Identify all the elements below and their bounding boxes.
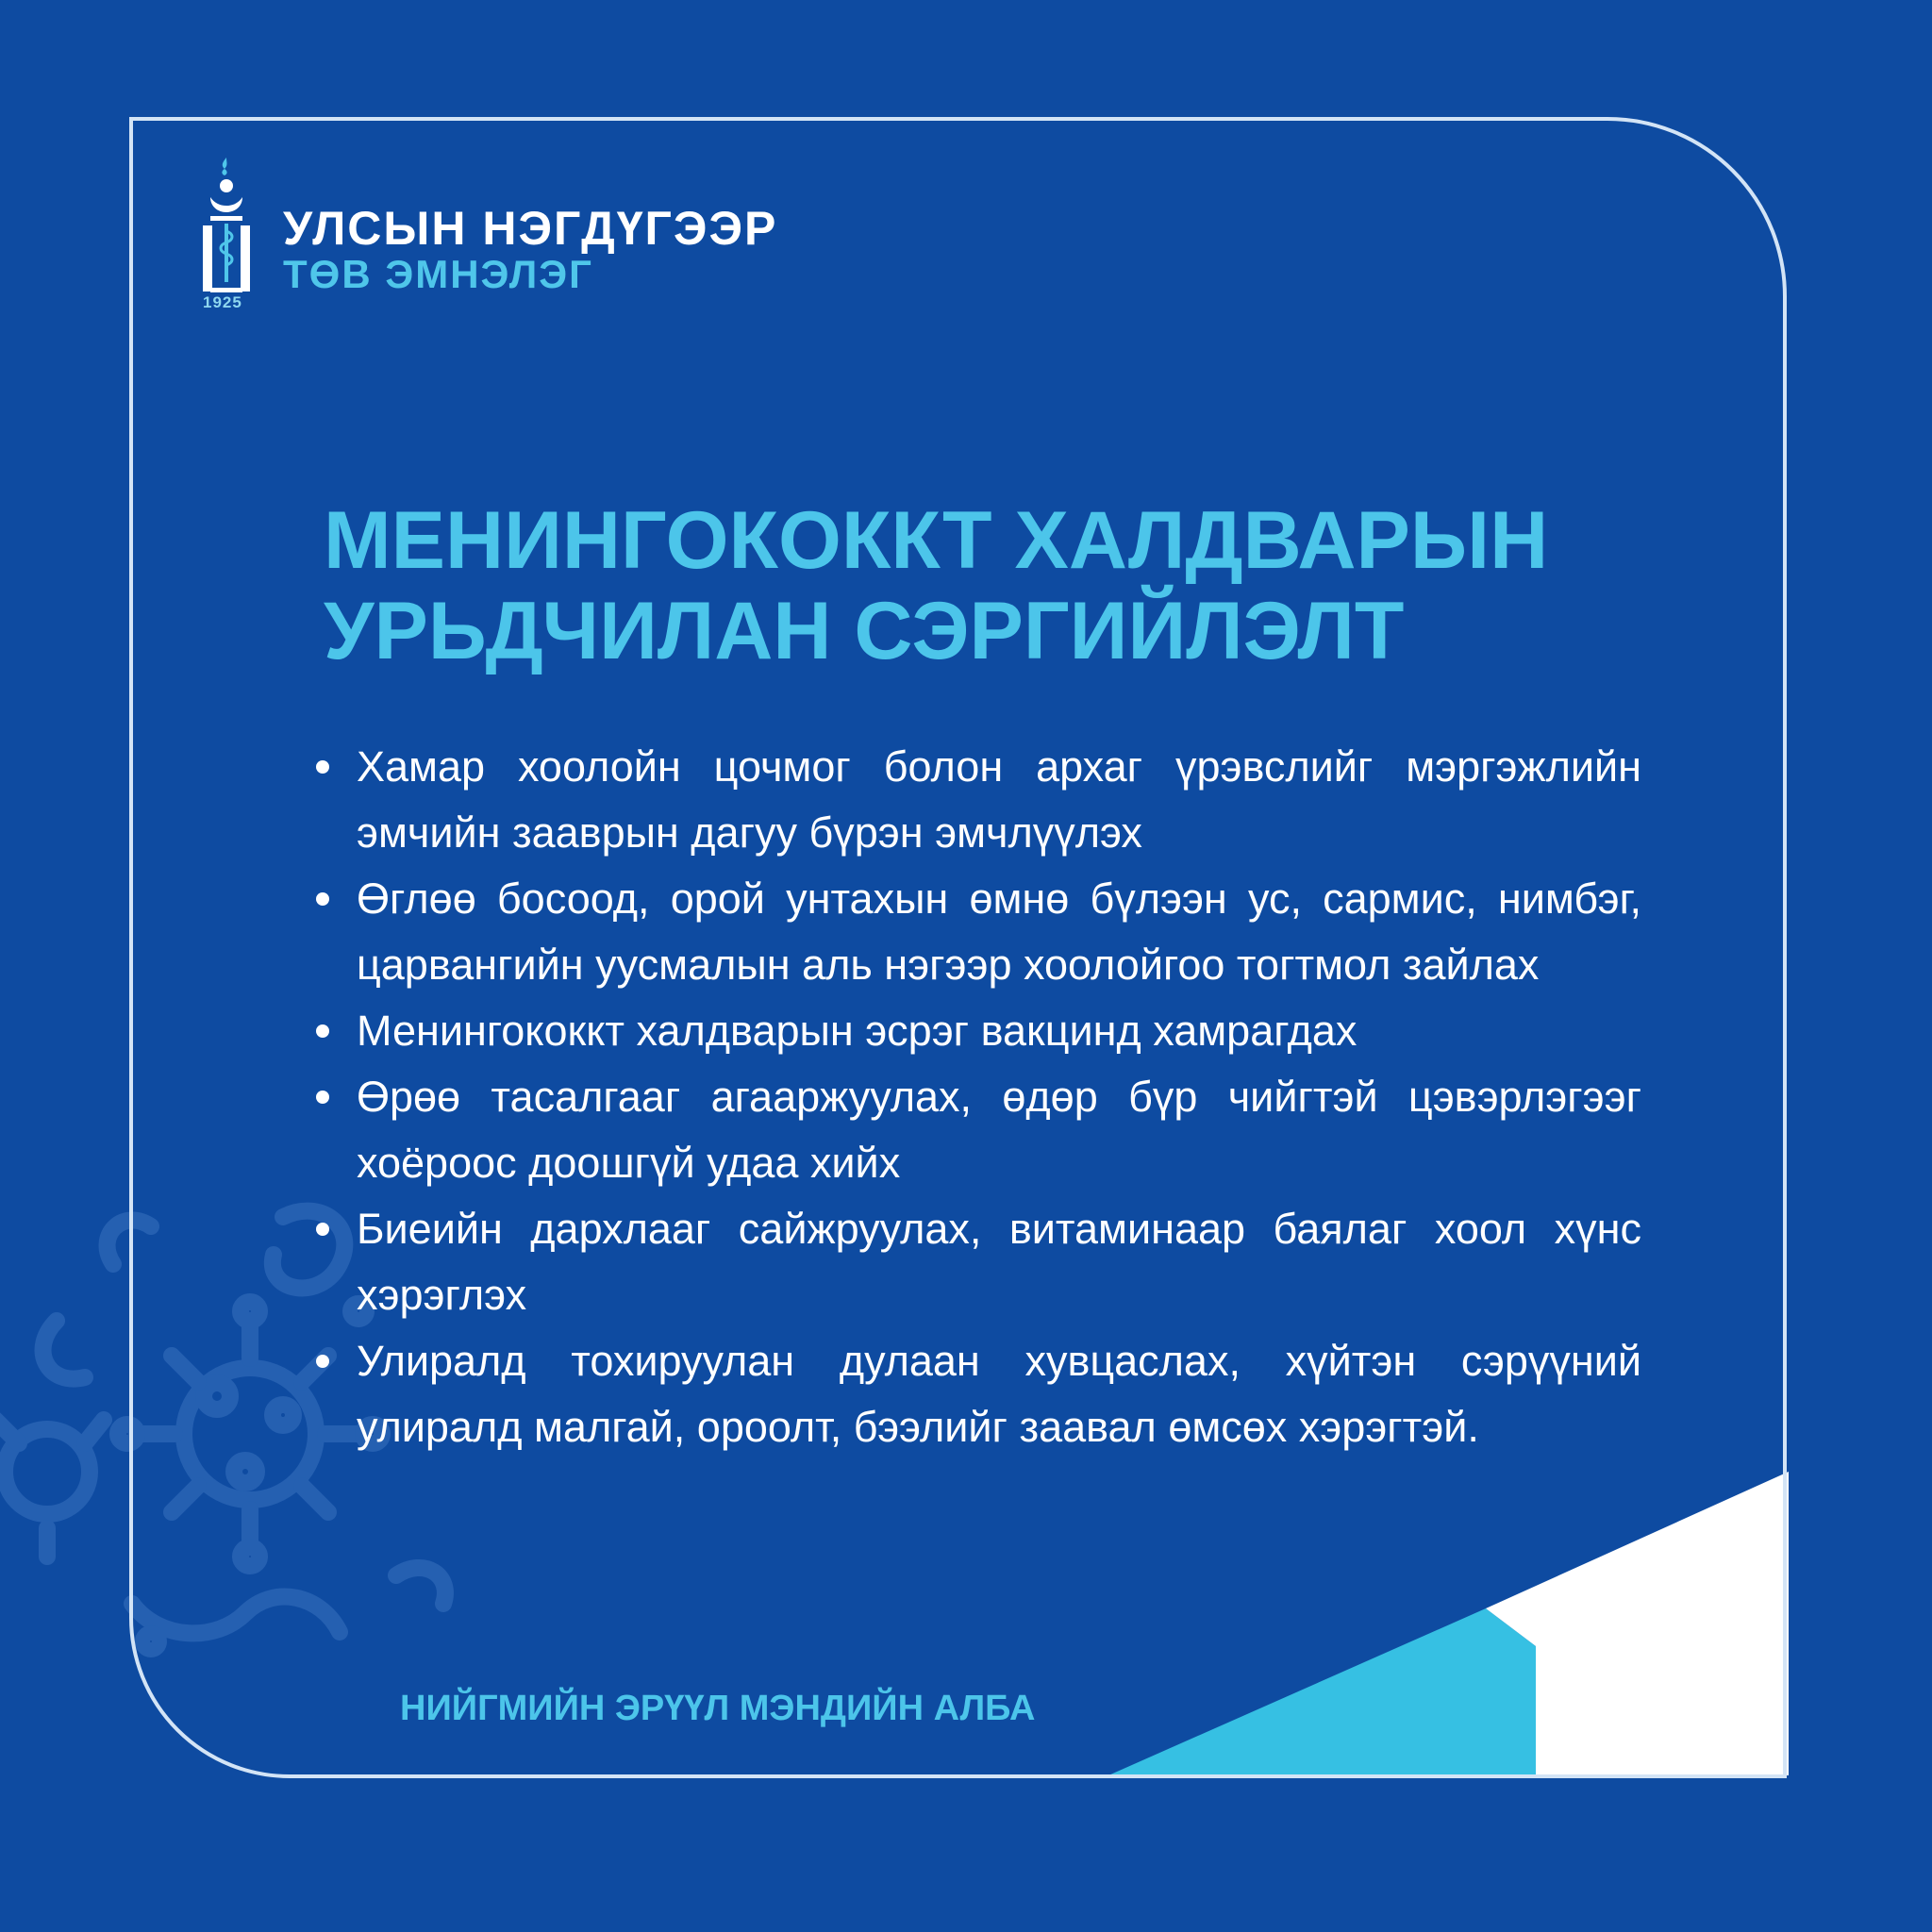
poster-title-line2: УРЬДЧИЛАН СЭРГИЙЛЭЛТ <box>324 586 1405 676</box>
list-item <box>357 1064 1641 1196</box>
tip-text: Улиралд тохируулан дулаан хувцаслах, хүйтэн сэрүүний улиралд малгай, ороолт, бээлийг заавал өмсөх хэрэгтэй. <box>357 1337 1641 1451</box>
tip-text: Биеийн дархлааг сайжруулах, витаминаар баялаг хоол хүнс хэрэглэх <box>357 1205 1641 1319</box>
bullet-icon <box>316 1355 329 1368</box>
list-item <box>357 1328 1641 1460</box>
bullet-icon <box>316 1091 329 1104</box>
tip-text: Хамар хоолойн цочмог болон архаг үрэвслийг мэргэжлийн эмчийн зааврын дагуу бүрэн эмчлүүлэх <box>357 742 1641 857</box>
list-item <box>357 734 1641 866</box>
logo-title-line2: ТӨВ ЭМНЭЛЭГ <box>283 252 593 296</box>
hospital-logo <box>193 156 778 325</box>
logo-title-line1: УЛСЫН НЭГДҮГЭЭР <box>283 202 778 255</box>
tip-text: Менингококкт халдварын эсрэг вакцинд хамрагдах <box>357 1007 1357 1055</box>
tip-text: Өрөө тасалгааг агааржуулах, өдөр бүр чийгтэй цэвэрлэгээг хоёроос доошгүй удаа хийх <box>357 1073 1641 1187</box>
bullet-icon <box>316 760 329 774</box>
department-footer: НИЙГМИЙН ЭРҮҮЛ МЭНДИЙН АЛБА <box>400 1689 1036 1728</box>
bullet-icon <box>316 1024 329 1038</box>
list-item <box>357 998 1641 1064</box>
poster-title <box>324 495 1644 676</box>
bullet-icon <box>316 1223 329 1236</box>
list-item <box>357 1196 1641 1328</box>
list-item <box>357 866 1641 998</box>
logo-year: 1925 <box>203 293 242 311</box>
poster-title-line1: МЕНИНГОКОККТ ХАЛДВАРЫН <box>324 495 1549 586</box>
soyombo-caduceus-emblem-icon <box>193 156 259 316</box>
bullet-icon <box>316 892 329 906</box>
tip-text: Өглөө босоод, орой унтахын өмнө бүлээн ус, сармис, нимбэг, царвангийн уусмалын аль нэгээр хоолойгоо тогтмол зайлах <box>357 874 1641 989</box>
prevention-tips-list <box>357 734 1641 1460</box>
